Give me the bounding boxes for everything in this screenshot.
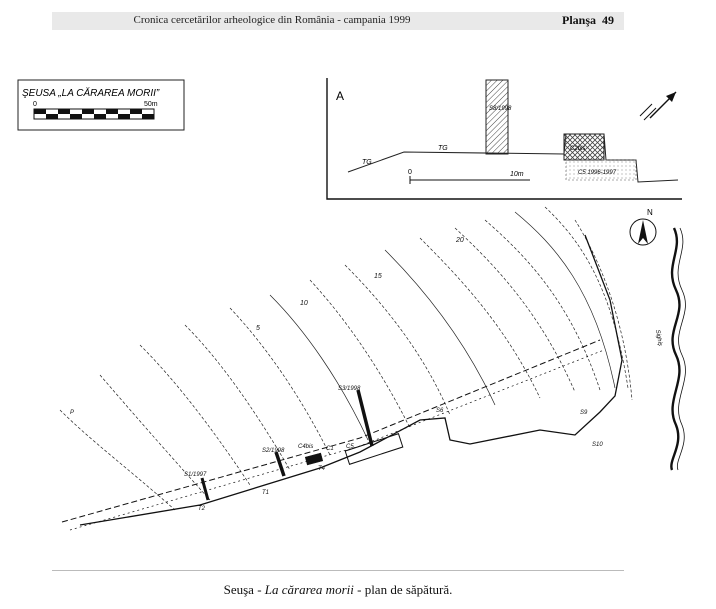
caption-separator: - xyxy=(253,582,265,597)
contour-label-20: 20 xyxy=(456,237,464,244)
plan-labels xyxy=(70,386,603,512)
plan-label-s2: S2/1998 xyxy=(262,448,285,454)
inset-label-s8: S8/1998 xyxy=(489,106,512,112)
plan-label-t4: T4 xyxy=(318,466,326,472)
north-label: N xyxy=(647,208,653,217)
plan-label-s1: S1/1997 xyxy=(184,472,207,478)
plate-word: Planşa xyxy=(561,13,596,27)
inset-label-c5: C5 1996-1997 xyxy=(578,170,617,176)
contour-value-labels xyxy=(256,237,464,332)
inset-label-tg-right: TG xyxy=(438,145,448,152)
inset-label-c2bis: C2bis xyxy=(570,146,586,152)
inset-letter: A xyxy=(336,89,345,103)
trench-axis xyxy=(62,340,600,522)
inset-label-tg-left: TG xyxy=(362,159,372,166)
contour-label-5: 5 xyxy=(256,325,260,332)
contour-lines xyxy=(60,207,632,510)
journal-title: Cronica cercetărilor arheologice din România - campania 1999 xyxy=(133,14,411,26)
site-title: ŞEUSA „LA CĂRAREA MORII” xyxy=(22,88,160,99)
contour-label-10: 10 xyxy=(300,300,308,307)
site-title-box xyxy=(18,80,184,130)
inset-scale-start: 0 xyxy=(408,169,412,176)
contour-label-15: 15 xyxy=(374,273,382,280)
caption-site: Seuşa xyxy=(223,582,254,597)
caption-place: La cărarea morii xyxy=(264,582,354,597)
main-scale-end: 50m xyxy=(144,101,158,108)
plan-label-s9: S9 xyxy=(580,410,588,416)
north-arrow-icon xyxy=(630,208,656,245)
inset-scale-end: 10m xyxy=(510,171,524,178)
main-scale-start: 0 xyxy=(33,101,37,108)
plan-label-s6: S6 xyxy=(436,408,444,414)
figure-caption xyxy=(52,582,624,598)
terrace-edge xyxy=(80,235,622,525)
plan-label-c5: C5 xyxy=(346,444,354,450)
main-scale-bar xyxy=(34,109,154,119)
caption-rule xyxy=(52,570,624,571)
plate-number: 49 xyxy=(602,13,614,27)
trench-axis-parallel xyxy=(70,350,604,530)
inset-section-a xyxy=(327,78,682,199)
plan-label-c4bis: C4bis xyxy=(298,444,314,450)
plan-label-s10: S10 xyxy=(592,442,603,448)
plan-label-s3: S3/1998 xyxy=(338,386,361,392)
river-icon xyxy=(654,228,685,470)
plan-label-p: P xyxy=(70,410,75,416)
plan-label-t2: T2 xyxy=(198,506,206,512)
caption-suffix: - plan de săpătură. xyxy=(353,582,453,597)
inset-direction-arrow-icon xyxy=(640,92,676,120)
plan-label-c1: C1 xyxy=(326,446,334,452)
river-label: Sighiş xyxy=(654,329,663,347)
plan-label-t1: T1 xyxy=(262,490,270,496)
